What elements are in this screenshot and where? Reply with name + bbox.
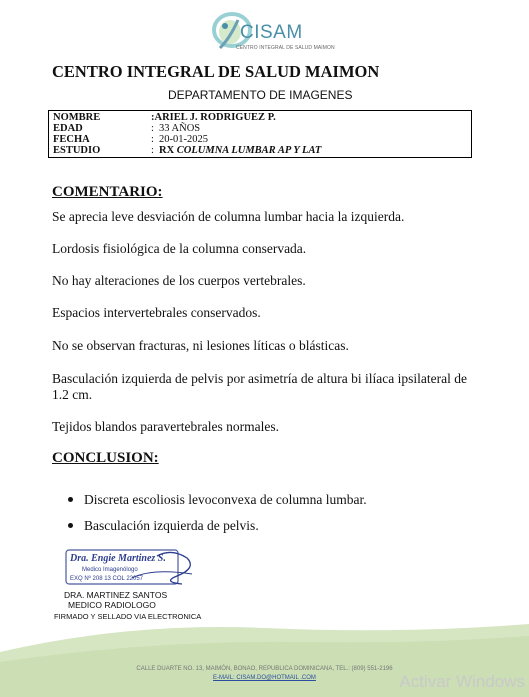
- patient-info-box: [48, 110, 472, 158]
- comment-paragraph: Tejidos blandos paravertebrales normales.: [52, 419, 279, 434]
- comment-paragraph: Se aprecia leve desviación de columna lumbar hacia la izquierda.: [52, 209, 405, 224]
- cisam-logo: [210, 8, 335, 58]
- doctor-stamp: [62, 548, 202, 588]
- stamp-role-text: Medico Imagenólogo: [82, 567, 138, 573]
- logo-brand-text: CISAM: [240, 22, 303, 43]
- stamp-exeq-text: EXQ Nº 208 13 COL 22057: [70, 576, 144, 582]
- stamp-name-text: Dra. Engie Martinez S.: [70, 553, 166, 564]
- date-value: 20-01-2025: [159, 134, 208, 145]
- comentario-heading: COMENTARIO:: [52, 184, 163, 200]
- conclusion-heading: CONCLUSION:: [52, 450, 159, 466]
- name-label: NOMBRE: [53, 112, 101, 123]
- doctor-name: DRA. MARTINEZ SANTOS: [64, 590, 168, 600]
- department-name: DEPARTAMENTO DE IMAGENES: [168, 88, 353, 102]
- bullet-icon: [68, 497, 73, 502]
- windows-activation-watermark: Activar Windows: [399, 672, 525, 691]
- study-colon: :: [151, 145, 154, 156]
- age-label: EDAD: [53, 123, 83, 134]
- comment-paragraph: Espacios intervertebrales conservados.: [52, 305, 261, 320]
- signature-note: FIRMADO Y SELLADO VIA ELECTRONICA: [54, 612, 202, 621]
- list-item: Basculación izquierda de pelvis.: [68, 518, 367, 544]
- bullet-icon: [68, 523, 73, 528]
- list-item: Discreta escoliosis levoconvexa de columna lumbar.: [68, 492, 367, 518]
- date-colon: :: [151, 134, 154, 145]
- age-colon: :: [151, 123, 154, 134]
- study-value: RX COLUMNA LUMBAR AP Y LAT: [159, 145, 322, 156]
- name-value: :ARIEL J. RODRIGUEZ P.: [151, 112, 276, 123]
- comment-paragraph: No hay alteraciones de los cuerpos vertebrales.: [52, 273, 306, 288]
- comment-paragraph: Basculación izquierda de pelvis por asimetría de altura bi ilíaca ipsilateral de 1.2 cm.: [52, 371, 467, 402]
- doctor-title: MEDICO RADIOLOGO: [68, 600, 156, 610]
- footer-email: E-MAIL: CISAM.DO@HOTMAIL .COM: [213, 675, 316, 681]
- date-label: FECHA: [53, 134, 90, 145]
- study-label: ESTUDIO: [53, 145, 101, 156]
- logo-tagline: CENTRO INTEGRAL DE SALUD MAIMON: [236, 45, 335, 51]
- comment-paragraph: No se observan fracturas, ni lesiones líticas o blásticas.: [52, 338, 349, 353]
- footer-address: CALLE DUARTE NO. 13, MAIMÓN, BONAO, REPUBLICA DOMINICANA, TEL.: (809) 551-2196: [136, 666, 393, 672]
- conclusion-list: [68, 492, 367, 544]
- page-title: CENTRO INTEGRAL DE SALUD MAIMON: [52, 62, 380, 81]
- comment-paragraph: Lordosis fisiológica de la columna conservada.: [52, 241, 307, 256]
- age-value: 33 AÑOS: [159, 123, 201, 134]
- stamp-signature-icon: [62, 548, 202, 588]
